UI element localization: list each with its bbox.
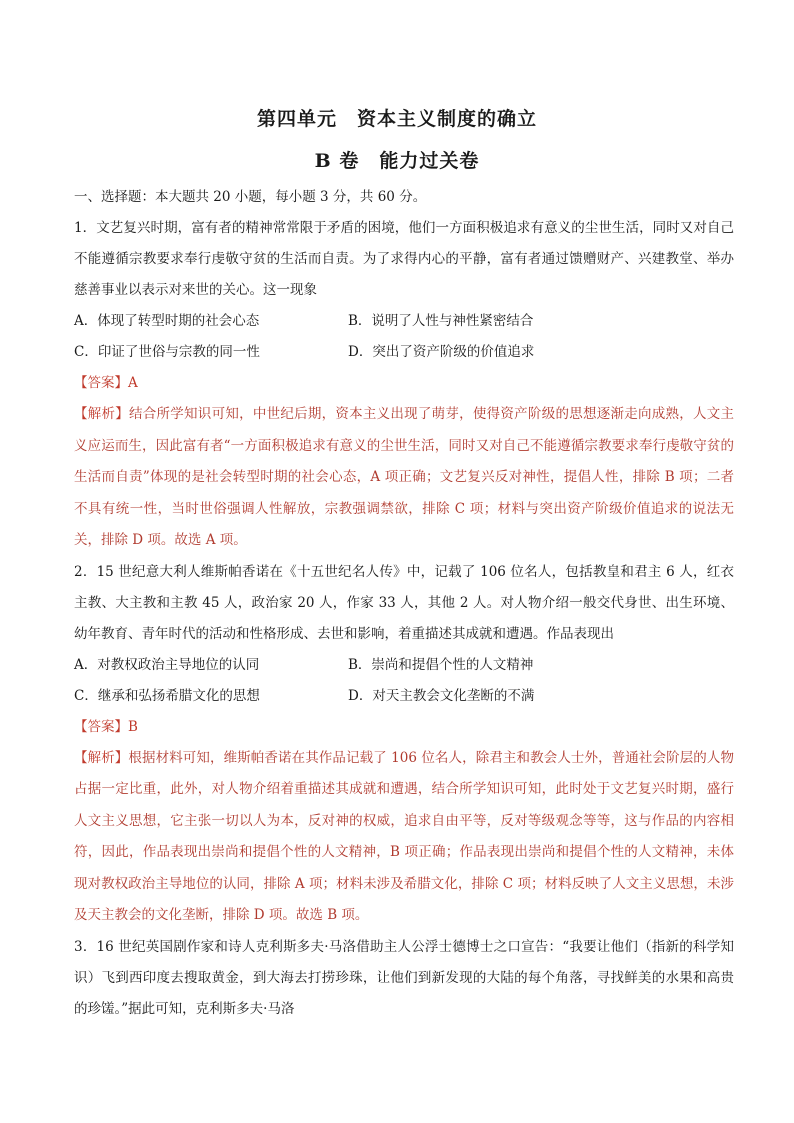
question-1-options-row-1 [74, 306, 734, 337]
explanation-text: 结合所学知识可知，中世纪后期，资本主义出现了萌芽，使得资产阶级的思想逐渐走向成熟，人文主义应运而生，因此富有者“一方面积极追求有意义的尘世生活，同时又对自己不能遵循宗教要求奉行虔敬守贫的生活而自责”体现的是社会转型时期的社会心态，A 项正确；文艺复兴反对神性，提倡人性，排除 B 项；二者不具有统一性，当时世俗强调人性解放，宗教强调禁欲，排除 C 项；材料与突出资产阶级价值追求的说法无关，排除 D 项。故选 A 项。 [74, 406, 735, 548]
answer-tag: 【答案】 [74, 375, 128, 391]
question-2-option-a: A．对教权政治主导地位的认同 [74, 656, 260, 673]
question-1-options-row-2 [74, 337, 734, 368]
explanation-text: 根据材料可知，维斯帕香诺在其作品记载了 106 位名人，除君主和教会人士外，普通社会阶层的人物占据一定比重，此外，对人物介绍着重描述其成就和遭遇，结合所学知识可知，此时处于文艺复兴时期，盛行人文主义思想，它主张一切以人为本，反对神的权威，追求自由平等，反对等级观念等等，这与作品的内容相符，因此，作品表现出崇尚和提倡个性的人文精神，B 项正确；作品表现出崇尚和提倡个性的人文精神，未体现对教权政治主导地位的认同，排除 A 项；材料未涉及希腊文化，排除 C 项；材料反映了人文主义思想，未涉及天主教会的文化垄断，排除 D 项。故选 B 项。 [74, 749, 735, 923]
question-1-option-d: D．突出了资产阶级的价值追求 [348, 344, 535, 360]
question-2-options-row-1 [74, 650, 734, 681]
answer-value: B [128, 718, 138, 735]
question-2-stem: 2．15 世纪意大利人维斯帕香诺在《十五世纪名人传》中，记载了 106 位名人，包括教皇和君主 6 人，红衣主教、大主教和主教 45 人，政治家 20 人，作家 33 人，其他 2 人。对人物介绍一般交代身世、出生环境、幼年教育、青年时代的活动和性格形成、去世和影响，着重描述其成就和遭遇。作品表现出 [74, 563, 734, 642]
question-1-option-c: C．印证了世俗与宗教的同一性 [74, 344, 260, 360]
question-3-stem: 3．16 世纪英国剧作家和诗人克利斯多夫·马洛借助主人公浮士德博士之口宣告：“我要让他们（指新的科学知识）飞到西印度去搜取黄金，到大海去打捞珍珠，让他们到新发现的大陆的每个角落，寻找鲜美的水果和高贵的珍馐。”据此可知，克利斯多夫·马洛 [74, 938, 734, 1017]
question-1-stem: 1．文艺复兴时期，富有者的精神常常限于矛盾的困境，他们一方面积极追求有意义的尘世生活，同时又对自己不能遵循宗教要求奉行虔敬守贫的生活而自责。为了求得内心的平静，富有者通过馈赠财产、兴建教堂、举办慈善事业以表示对来世的关心。这一现象 [74, 220, 734, 298]
explanation-tag: 【解析】 [74, 749, 129, 766]
answer-value: A [128, 375, 138, 391]
question-2-option-c: C．继承和弘扬希腊文化的思想 [74, 687, 260, 704]
document-body [74, 182, 734, 1025]
question-2-options-row-2 [74, 681, 734, 712]
question-2-option-d: D．对天主教会文化垄断的不满 [348, 687, 535, 704]
question-2-option-b: B．崇尚和提倡个性的人文精神 [348, 656, 534, 673]
explanation-tag: 【解析】 [74, 406, 130, 422]
question-1-option-b: B．说明了人性与神性紧密结合 [348, 313, 534, 329]
question-2-answer [74, 712, 734, 743]
question-1-answer [74, 368, 734, 399]
question-1-option-a: A．体现了转型时期的社会心态 [74, 313, 260, 329]
question-1-explanation [74, 399, 734, 557]
page-title: 第四单元 资本主义制度的确立 [256, 108, 537, 130]
section-heading: 一、选择题：本大题共 20 小题，每小题 3 分，共 60 分。 [74, 189, 427, 205]
page-subtitle: B 卷 能力过关卷 [314, 150, 480, 172]
answer-tag: 【答案】 [74, 718, 128, 735]
question-2-explanation [74, 743, 734, 932]
